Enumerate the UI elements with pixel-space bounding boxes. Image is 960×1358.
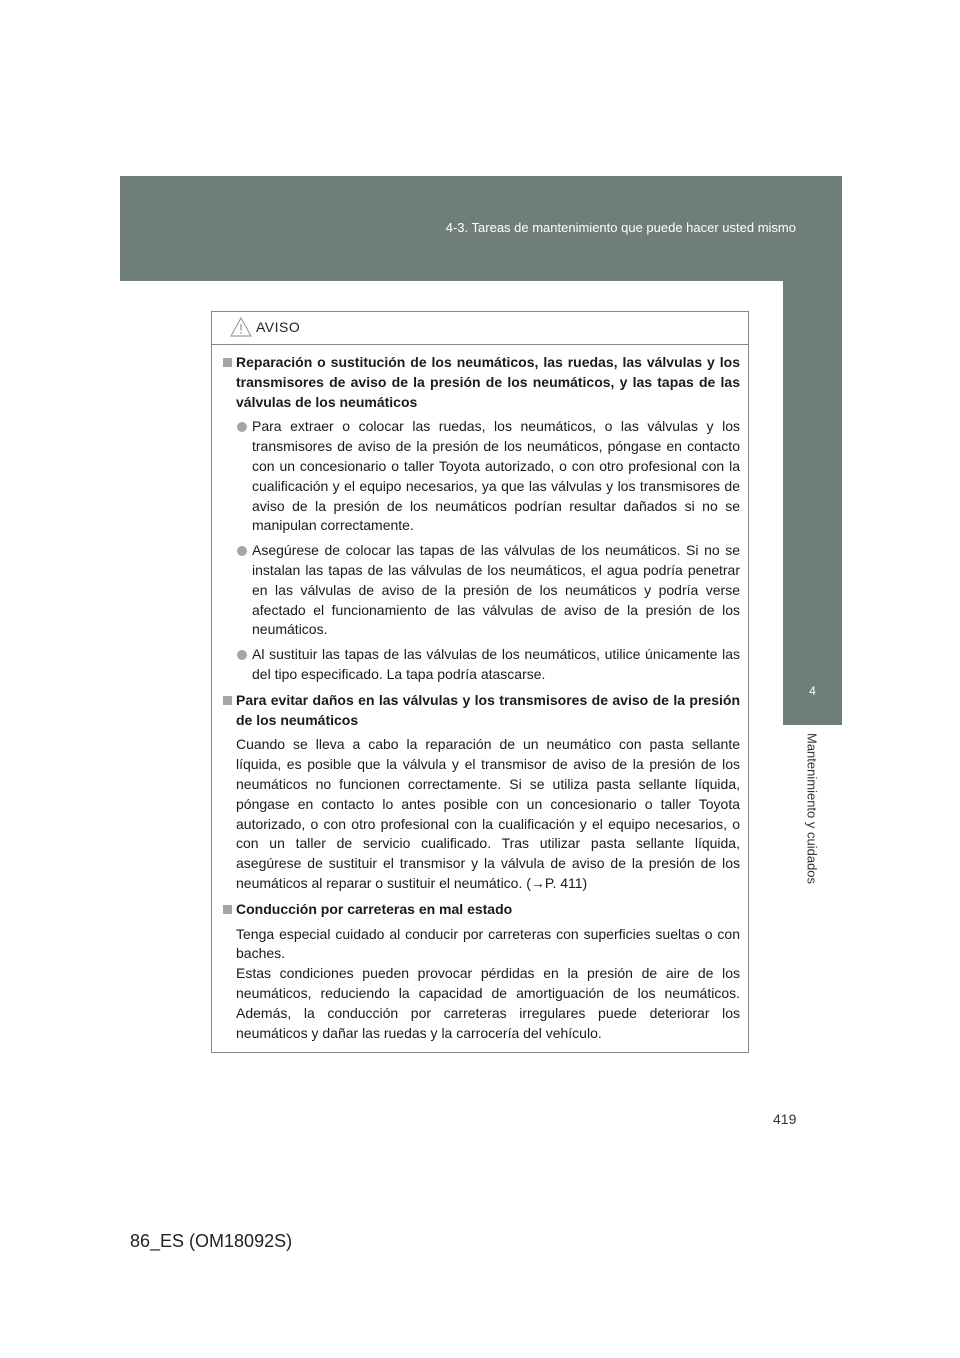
section-header-band bbox=[120, 176, 842, 281]
section-paragraph: Estas condiciones pueden provocar pérdidas en la presión de aire de los neumáticos, reduciendo la capacidad de amortiguación de los neumáticos. Además, la conducción por carreteras irregulares puede deteriorar los neumáticos y dañar las ruedas y la carrocería del vehículo. bbox=[236, 965, 740, 1041]
page-number: 419 bbox=[773, 1111, 797, 1127]
document-code: 86_ES (OM18092S) bbox=[130, 1231, 293, 1251]
bullet-item bbox=[236, 417, 740, 536]
warning-box bbox=[211, 311, 749, 1053]
bullet-item bbox=[236, 645, 740, 685]
square-bullet-icon bbox=[223, 358, 232, 367]
square-bullet-icon bbox=[223, 905, 232, 914]
section-paragraph: Tenga especial cuidado al conducir por carreteras con superficies sueltas o con baches. bbox=[236, 925, 740, 962]
section-heading: Para evitar daños en las válvulas y los transmisores de aviso de la presión de los neumáticos bbox=[236, 691, 740, 728]
chapter-number-tab bbox=[783, 655, 842, 725]
round-bullet-icon bbox=[237, 650, 247, 660]
chapter-name: Mantenimiento y cuidados bbox=[804, 733, 820, 885]
warning-body bbox=[212, 345, 748, 1043]
warning-title: AVISO bbox=[256, 319, 301, 335]
round-bullet-icon bbox=[237, 422, 247, 432]
warning-section-damage bbox=[220, 691, 740, 894]
square-bullet-icon bbox=[223, 696, 232, 705]
section-heading: Reparación o sustitución de los neumáticos, las ruedas, las válvulas y los transmisores de aviso de la presión de los neumáticos, y las tapas de las válvulas de los neumáticos bbox=[236, 354, 740, 410]
chapter-number: 4 bbox=[809, 684, 816, 698]
round-bullet-icon bbox=[237, 546, 247, 556]
warning-header bbox=[212, 312, 748, 345]
bullet-text: Al sustituir las tapas de las válvulas de los neumáticos, utilice únicamente las del tipo especificado. La tapa podría atascarse. bbox=[252, 646, 740, 682]
bullet-text: Para extraer o colocar las ruedas, los neumáticos, o las válvulas y los transmisores de aviso de la presión de los neumáticos, póngase en contacto con un concesionario o taller Toyota autorizado, o con otro profesional con la cualificación y el equipo necesarios, ya que las válvulas y los transmisores de aviso de la presión de los neumáticos podrían resultar dañados si no se manipulan correctamente. bbox=[252, 418, 740, 534]
section-paragraph: Cuando se lleva a cabo la reparación de un neumático con pasta sellante líquida, es posible que la válvula y el transmisor de aviso de la presión de los neumáticos no funcionen correctamente. Si se utiliza pasta sellante líquida, póngase en contacto lo antes posible con un concesionario o taller Toyota autorizado, o con otro profesional con la cualificación y el equipo necesarios, o con un taller de servicio cualificado. Tras utilizar pasta sellante líquida, asegúrese de sustituir el transmisor y la válvula de aviso de la presión de los neumáticos al reparar o sustituir el neumático. (→P. 411) bbox=[236, 736, 740, 891]
section-heading: Conducción por carreteras en mal estado bbox=[236, 900, 513, 917]
section-title: 4-3. Tareas de mantenimiento que puede hacer usted mismo bbox=[445, 220, 796, 235]
chapter-side-tab bbox=[783, 281, 842, 1358]
bullet-item bbox=[236, 541, 740, 640]
bullet-text: Asegúrese de colocar las tapas de las válvulas de los neumáticos. Si no se instalan las tapas de las válvulas de los neumáticos, el agua podría penetrar en las válvulas de aviso de la presión de los neumáticos y podría verse afectado el funcionamiento de las válvulas de aviso de la presión de los neumáticos. bbox=[252, 542, 740, 638]
warning-triangle-icon bbox=[230, 316, 252, 338]
warning-section-repair bbox=[220, 353, 740, 685]
warning-section-rough-roads bbox=[220, 900, 740, 1044]
chapter-strip bbox=[783, 281, 842, 655]
